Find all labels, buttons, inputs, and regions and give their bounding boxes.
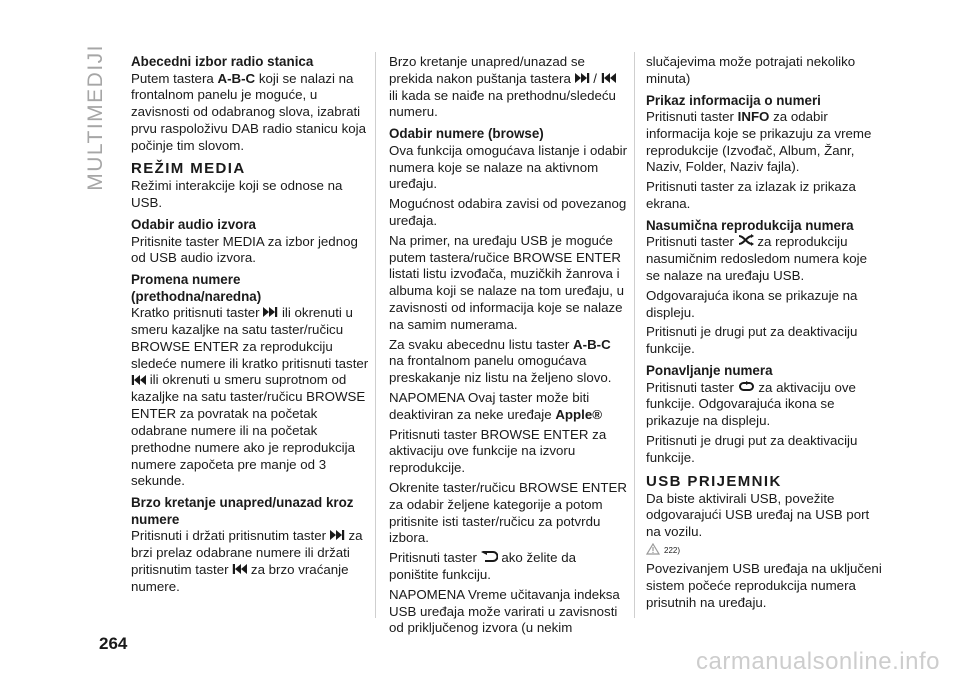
paragraph: Kratko pritisnuti taster ili okrenuti u smeru kazaljke na satu taster/ručicu BROWSE ENTER za reprodukciju sledeće numere ili kratko pritisnuti taster ili okrenuti u smeru suprotnom od kazaljke na satu taster/ručicu BROWSE ENTER za povratak na početak odabrane numere ili na početak prethodne numere ako je reprodukcija numere započeta pre manje od 3 sekunde. xyxy=(131,305,369,489)
paragraph: Pritisnuti taster za izlazak iz prikaza ekrana. xyxy=(646,179,856,212)
paragraph: slučajevima može potrajati nekoliko minuta) xyxy=(646,54,856,86)
shuffle-icon xyxy=(738,234,754,251)
column-1 xyxy=(131,54,369,598)
watermark: carmanualsonline.info xyxy=(696,648,940,675)
paragraph: Pritisnuti taster za aktivaciju ove funkcije. Odgovarajuća ikona se prikazuje na displeju. xyxy=(646,379,856,429)
paragraph: Pritisnuti je drugi put za deaktivaciju funkcije. xyxy=(646,433,858,465)
paragraph: Odgovarajuća ikona se prikazuje na displeju. xyxy=(646,287,858,320)
heading-browse: Odabir numere (browse) xyxy=(389,126,544,142)
next-track-icon xyxy=(330,528,345,545)
paragraph: Mogućnost odabira zavisi od povezanog uređaja. xyxy=(389,196,627,228)
heading-fast-forward: Brzo kretanje unapred/unazad kroz numere xyxy=(131,495,354,527)
note: NAPOMENA Ovaj taster može biti deaktiviran za neke uređaje Apple® xyxy=(389,389,603,422)
warning-reference xyxy=(646,544,884,560)
section-sidebar xyxy=(84,44,108,194)
paragraph: Ova funkcija omogućava listanje i odabir numera koje se nalaze na aktivnom uređaju. xyxy=(389,142,627,192)
warning-ref-number: 222) xyxy=(664,546,681,556)
heading-shuffle: Nasumična reprodukcija numera xyxy=(646,217,854,233)
heading-alphabetical-station: Abecedni izbor radio stanica xyxy=(131,54,314,69)
heading-media-mode: REŽIM MEDIA xyxy=(131,160,246,178)
page-number: 264 xyxy=(99,634,128,653)
paragraph: Da biste aktivirali USB, povežite odgovarajući USB uređaj na USB port na vozilu. xyxy=(646,490,870,540)
column-2 xyxy=(389,54,627,640)
key-abc: A-B-C xyxy=(217,70,256,86)
paragraph: Brzo kretanje unapred/unazad se prekida nakon puštanja tastera / ili kada se naiđe na prethodnu/sledeću numeru. xyxy=(389,54,616,120)
heading-usb-receiver: USB PRIJEMNIK xyxy=(646,472,782,490)
column-3 xyxy=(646,54,884,614)
paragraph: Putem tastera A-B-C koji se nalazi na frontalnom panelu je moguće, u zavisnosti od odabranog slova, izabrati prvu raspoloživu DAB radio stanicu koja počinje tim slovom. xyxy=(131,70,367,153)
paragraph: Okrenite taster/ručicu BROWSE ENTER za odabir željene kategorije a potom pritisnite isti taster/ručicu za potvrdu izbora. xyxy=(389,479,627,546)
paragraph: Pritisnuti taster BROWSE ENTER za aktivaciju ove funkcije na izvoru reprodukcije. xyxy=(389,426,607,476)
paragraph: Pritisnuti i držati pritisnutim taster za brzi prelaz odabrane numere ili držati pritisnutim taster za brzo vraćanje numere. xyxy=(131,528,363,594)
column-divider xyxy=(634,52,635,618)
back-icon xyxy=(481,550,498,567)
paragraph: Pritisnuti taster INFO za odabir informacija koje se prikazuju za vreme reprodukcije (Izvođač, Album, Žanr, Naziv, Folder, Naziv fajla). xyxy=(646,109,872,175)
warning-icon xyxy=(646,543,660,560)
heading-track-change: Promena numere (prethodna/naredna) xyxy=(131,272,262,304)
paragraph: Pritisnite taster MEDIA za izbor jednog od USB audio izvora. xyxy=(131,233,358,266)
paragraph: Pritisnuti taster ako želite da poništite funkciju. xyxy=(389,550,576,582)
repeat-icon xyxy=(738,380,755,397)
paragraph: Za svaku abecednu listu taster A-B-C na frontalnom panelu omogućava preskakanje niz listu na željeno slovo. xyxy=(389,336,612,386)
next-track-icon xyxy=(575,71,590,88)
key-abc: A-B-C xyxy=(573,336,611,352)
previous-track-icon xyxy=(131,373,146,390)
column-divider xyxy=(375,52,376,618)
heading-audio-source: Odabir audio izvora xyxy=(131,217,257,233)
key-info: INFO xyxy=(737,109,770,125)
paragraph: Pritisnuti je drugi put za deaktivaciju funkcije. xyxy=(646,324,858,357)
note: NAPOMENA Vreme učitavanja indeksa USB uređaja može varirati u zavisnosti od priključenog izvora (u nekim xyxy=(389,586,620,636)
section-label: MULTIMEDIJI xyxy=(84,44,107,191)
apple-brand: Apple® xyxy=(555,406,603,422)
previous-track-icon xyxy=(232,562,247,579)
heading-track-info: Prikaz informacija o numeri xyxy=(646,92,821,108)
paragraph: Pritisnuti taster za reprodukciju nasumičnim redosledom numera koje se nalaze na uređaju USB. xyxy=(646,234,867,284)
next-track-icon xyxy=(263,305,278,322)
paragraph: Na primer, na uređaju USB je moguće putem tastera/ručice BROWSE ENTER listati listu izvođača, muzičkih žanrova i albuma koji se nalaze na tom uređaju, u zavisnosti od informacija koje se nalaze na samim numerama. xyxy=(389,232,625,332)
heading-repeat: Ponavljanje numera xyxy=(646,363,773,379)
paragraph: Režimi interakcije koji se odnose na USB. xyxy=(131,178,343,211)
previous-track-icon xyxy=(601,71,616,88)
paragraph: Povezivanjem USB uređaja na uključeni sistem počeće reprodukcija numera prisutnih na uređaju. xyxy=(646,560,882,610)
